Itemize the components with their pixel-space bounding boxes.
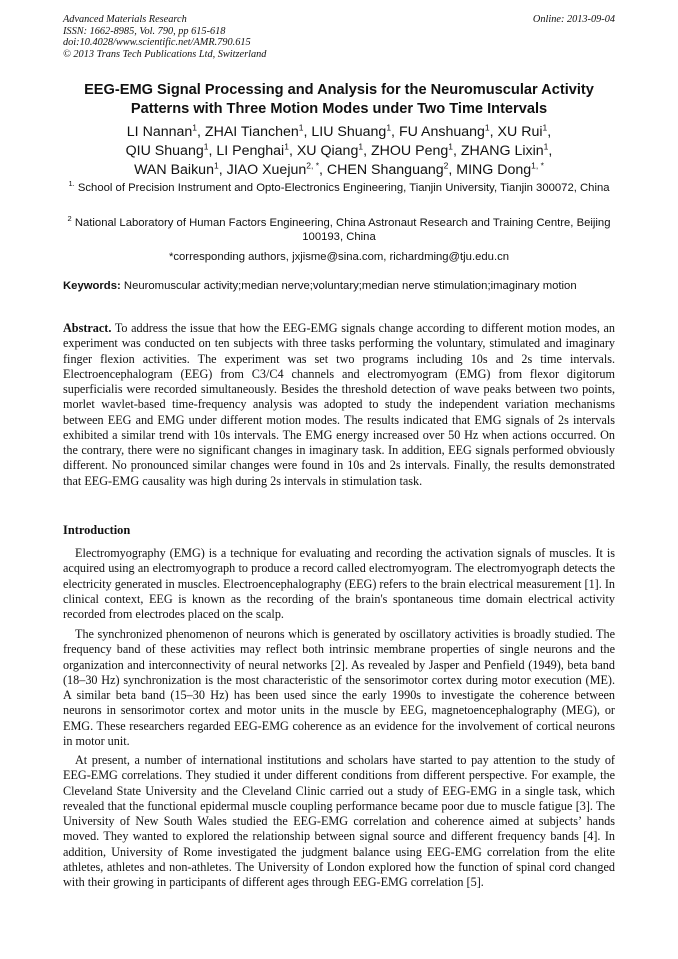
online-date: Online: 2013-09-04 xyxy=(532,14,615,25)
affiliation-2 xyxy=(63,214,615,244)
author-affiliation-mark: 1 xyxy=(203,141,209,152)
author-name: JIAO Xuejun xyxy=(226,162,307,178)
author-name: LI Penghai xyxy=(216,143,285,159)
author-affiliation-mark: 1 xyxy=(448,141,453,152)
keywords-text: Neuromuscular activity;median nerve;voluntary;median nerve stimulation;imaginary motion xyxy=(123,280,577,292)
copyright-line: © 2013 Trans Tech Publications Ltd, Switzerland xyxy=(63,48,267,60)
abstract-label: Abstract. xyxy=(63,321,112,335)
intro-paragraph-3: At present, a number of international institutions and scholars have started to pay attention to the study of EEG-EMG correlations. They studied it under different conditions from different perspective. For example, the Cleveland State University and the Cleveland Clinic carried out a study of EEG-EMG in a single task, which revealed that the functional epidermal muscle coupling performance became poor due to muscle fatigue [3]. The University of New South Wales studied the EEG-EMG correlation and coherence aimed at subjects’ hands moved. They wanted to explored the relationship between signal source and different frequency bands [4]. In addition, University of Rome investigated the judgment balance using EEG-EMG correlation from the elite athletes, athletes and non-athletes. The University of London explored how the function of spinal cord changed with their growing in participants of different ages through EEG-EMG correlation [5]. xyxy=(63,753,615,889)
section-heading-introduction: Introduction xyxy=(63,523,131,537)
affiliation-2-mark: 2 xyxy=(67,214,72,224)
corresponding-authors: *corresponding authors, jxjisme@sina.com, richardming@tju.edu.cn xyxy=(168,251,510,263)
author-affiliation-mark: 1 xyxy=(213,160,219,171)
author-affiliation-mark: 2, * xyxy=(306,160,320,171)
affiliation-2-text: National Laboratory of Human Factors Engineering, China Astronaut Research and Training Centre, Beijing 100193, China xyxy=(74,217,611,243)
author-name: LI Nannan xyxy=(126,124,193,140)
affiliation-1 xyxy=(63,179,615,196)
author-line-1: LI Nannan$^1$, ZHAI Tianchen$^1$, LIU Shuang$^1$, FU Anshuang$^1$, XU Rui$^1$, xyxy=(126,122,552,140)
author-affiliation-mark: 1 xyxy=(543,141,549,152)
author-name: ZHAI Tianchen xyxy=(204,124,299,140)
author-name: XU Rui xyxy=(497,124,543,140)
author-list xyxy=(63,123,615,180)
affiliation-1-mark: 1. xyxy=(68,179,75,189)
author-affiliation-mark: 1 xyxy=(358,141,364,152)
author-name: WAN Baikun xyxy=(134,162,214,178)
author-line-2: QIU Shuang$^1$, LI Penghai$^1$, XU Qiang$^1$, ZHOU Peng$^1$, ZHANG Lixin$^1$, xyxy=(125,141,553,159)
affiliation-1-text: School of Precision Instrument and Opto-Electronics Engineering, Tianjin University, Tianjin 300072, China xyxy=(77,182,610,194)
journal-name: Advanced Materials Research xyxy=(63,14,187,25)
author-affiliation-mark: 1 xyxy=(386,122,392,133)
author-line-3: WAN Baikun$^1$, JIAO Xuejun$^{2, *}$, CHEN Shanguang$^2$, MING Dong$^{1, *}$ xyxy=(134,160,544,178)
author-name: ZHANG Lixin xyxy=(460,143,544,159)
author-name: LIU Shuang xyxy=(311,124,387,140)
author-name: QIU Shuang xyxy=(125,143,204,159)
journal-header xyxy=(63,14,615,60)
abstract-text: To address the issue that how the EEG-EMG signals change according to different motion modes, an experiment was conducted on ten subjects with three tasks performing the voluntary, stimulated and imaginary finger flexion activities. The experiment was set two programs including 10s and 2s time intervals. Electroencephalogram (EEG) from C3/C4 channels and electromyogram (EMG) from flexor digitorum superficialis were recorded simultaneously. Besides the threshold detection of wave peaks between two points, morlet wavlet-based time-frequency analysis was adopted to study the independent variation mechanisms between EEG and EMG under different motion modes. The results indicated that EMG signals of 2s intervals exhibited a similar trend with 10s intervals. The EMG energy increased over 50 Hz when actions occurred. On the contrary, there were no significant changes in imaginary task. In addition, EEG signals performed obviously different. No pronounced similar changes were found in 10s and 2s intervals. Finally, the results demonstrated that EEG-EMG causality was high during 2s intervals in stimulation task. xyxy=(63,321,616,488)
keywords xyxy=(63,279,615,293)
intro-paragraph-2: The synchronized phenomenon of neurons which is generated by oscillatory activities is broadly studied. The frequency band of these activities may reflect both intrinsic membrane properties of single neurons and the organization and interconnectivity of neural networks [2]. As revealed by Jasper and Penfield (1949), beta band (18–30 Hz) synchronization is the most characteristic of the sensorimotor cortex during motor execution (ME). A similar beta band (15–30 Hz) has been used since the early 1990s to investigate the coherence between neurons in sensorimotor cortex and motor units in the muscle by EEG, magnetoencephalography (MEG), or EMG. These researchers regarded EEG-EMG coherence as an evidence for the involvement of cortical neurons in motor unit. xyxy=(63,627,615,748)
issn-line: ISSN: 1662-8985, Vol. 790, pp 615-618 xyxy=(63,25,226,37)
doi-line: doi:10.4028/www.scientific.net/AMR.790.615 xyxy=(63,37,251,49)
author-name: FU Anshuang xyxy=(398,124,485,140)
author-name: CHEN Shanguang xyxy=(326,162,444,178)
author-name: MING Dong xyxy=(456,162,532,178)
abstract xyxy=(63,321,615,489)
paper-title: EEG-EMG Signal Processing and Analysis for the Neuromuscular Activity Patterns with Three Motion Modes under Two Time Intervals xyxy=(84,82,594,117)
author-name: ZHOU Peng xyxy=(370,143,449,159)
author-name: XU Qiang xyxy=(296,143,359,159)
author-affiliation-mark: 1, * xyxy=(531,160,544,171)
author-affiliation-mark: 2 xyxy=(443,160,449,171)
author-affiliation-mark: 1 xyxy=(298,122,304,133)
author-affiliation-mark: 1 xyxy=(284,141,289,152)
intro-paragraph-1: Electromyography (EMG) is a technique for evaluating and recording the activation signals of muscles. It is acquired using an electromyograph to produce a record called electromyogram. The electromyograph detects the electricity generated in muscles. Electroencephalography (EEG) refers to the brain electrical measurement [1]. In clinical context, EEG is known as the recording of the brain's spontaneous time domain electrical activity recorded from electrodes placed on the scalp. xyxy=(63,546,615,621)
keywords-label: Keywords: xyxy=(63,280,121,292)
author-affiliation-mark: 1 xyxy=(542,122,548,133)
author-affiliation-mark: 1 xyxy=(192,122,198,133)
author-affiliation-mark: 1 xyxy=(484,122,490,133)
